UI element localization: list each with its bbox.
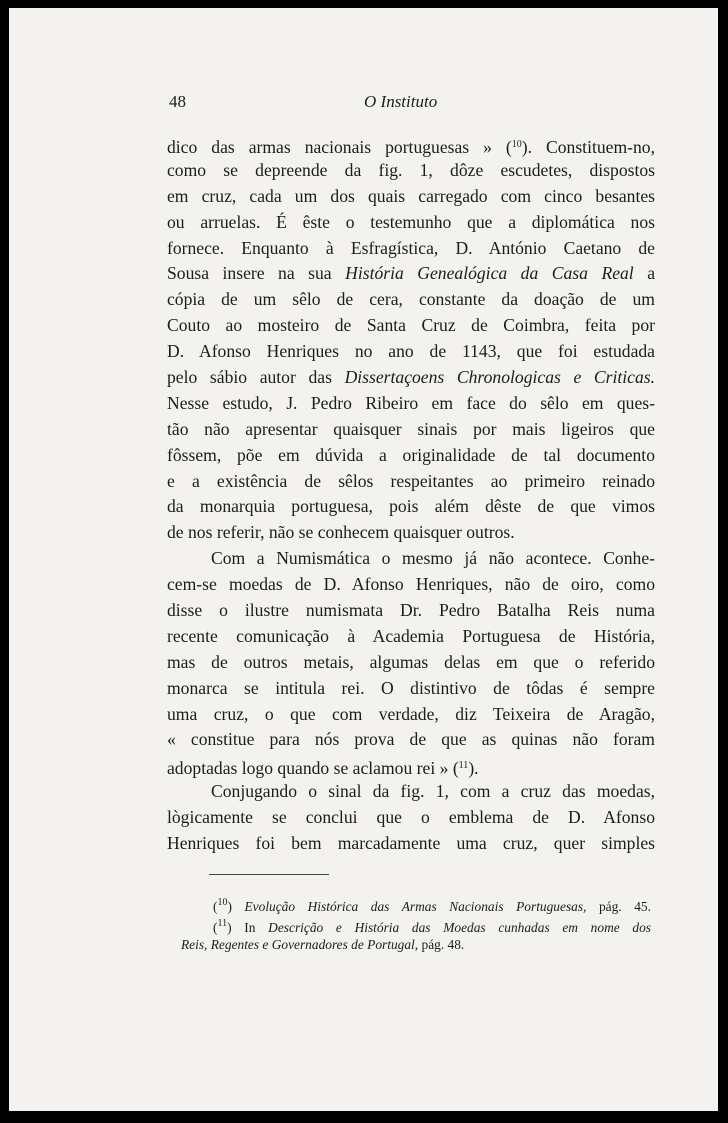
text-line: disse o ilustre numismata Dr. Pedro Batalha Reis numa — [167, 600, 655, 621]
body-text — [167, 132, 655, 857]
text-line: como se depreende da fig. 1, dôze escudetes, dispostos — [167, 159, 655, 180]
text-line: ou arruelas. É êste o testemunho que a diplomática nos — [167, 211, 655, 232]
text-line: « constitue para nós prova de que as quinas não foram — [167, 729, 655, 750]
journal-title: O Instituto — [364, 92, 438, 111]
text-line: fornece. Enquanto à Esfragística, D. António Caetano de — [167, 237, 655, 258]
text-line: lògicamente se conclui que o emblema de D. Afonso — [167, 807, 655, 828]
text-line: D. Afonso Henriques no ano de 1143, que foi estudada — [167, 341, 655, 362]
text-line: cem-se moedas de D. Afonso Henriques, não de oiro, como — [167, 574, 655, 595]
text-line: adoptadas logo quando se aclamou rei » ($^{11}$). — [167, 758, 479, 779]
footnote-divider — [209, 874, 329, 875]
text-line: fôssem, põe em dúvida a originalidade de tal documento — [167, 444, 655, 465]
text-line: de nos referir, não se conhecem quaisquer outros. — [167, 522, 515, 543]
footnote-11: ($^{11}$) In Descrição e História das Moedas cunhadas em nome dos — [213, 918, 651, 935]
text-line: recente comunicação à Academia Portuguesa de História, — [167, 625, 655, 646]
work-title: Dissertaçoens Chronologicas e Criticas. — [344, 367, 656, 388]
text-line: dico das armas nacionais portuguesas » ($^{10}$). Constituem-no, — [167, 137, 655, 157]
page-number: 48 — [169, 92, 186, 111]
text-line: Nesse estudo, J. Pedro Ribeiro em face do sêlo em ques- — [167, 392, 655, 413]
text-line: mas de outros metais, algumas delas em que o referido — [167, 651, 655, 672]
footnote-10: ($^{10}$) Evolução Histórica das Armas Nacionais Portuguesas, pág. 45. — [213, 897, 651, 914]
text-line: Com a Numismática o mesmo já não acontece. Conhe- — [211, 548, 655, 569]
work-title: História Genealógica da Casa Real — [345, 263, 634, 284]
text-line: pelo sábio autor das Dissertaçoens Chronologicas e Criticas. — [167, 367, 656, 388]
footnote-ref-11: 11 — [458, 760, 469, 772]
running-head — [9, 92, 718, 116]
text-line: Conjugando o sinal da fig. 1, com a cruz das moedas, — [211, 781, 655, 802]
text-line: e a existência de sêlos respeitantes ao primeiro reinado — [167, 470, 655, 491]
book-page — [9, 8, 718, 1111]
text-line: uma cruz, o que com verdade, diz Teixeira de Aragão, — [167, 703, 655, 724]
text-line: em cruz, cada um dos quais carregado com cinco besantes — [167, 185, 655, 206]
text-line: da monarquia portuguesa, pois além dêste de que vimos — [167, 496, 655, 517]
text-line: Sousa insere na sua História Genealógica da Casa Real a — [167, 263, 656, 284]
text-line: cópia de um sêlo de cera, constante da doação de um — [167, 289, 655, 310]
text-line: tão não apresentar quaisquer sinais por mais ligeiros que — [167, 418, 655, 439]
text-line: monarca se intitula rei. O distintivo de tôdas é sempre — [167, 677, 655, 698]
text-line: Couto ao mosteiro de Santa Cruz de Coimbra, feita por — [167, 315, 655, 336]
text-line: Henriques foi bem marcadamente uma cruz, quer simples — [167, 833, 655, 854]
footnote-ref-10: 10 — [511, 139, 522, 150]
footnotes — [181, 892, 651, 955]
footnote-11-continued: Reis, Regentes e Governadores de Portugal, pág. 48. — [181, 937, 465, 952]
